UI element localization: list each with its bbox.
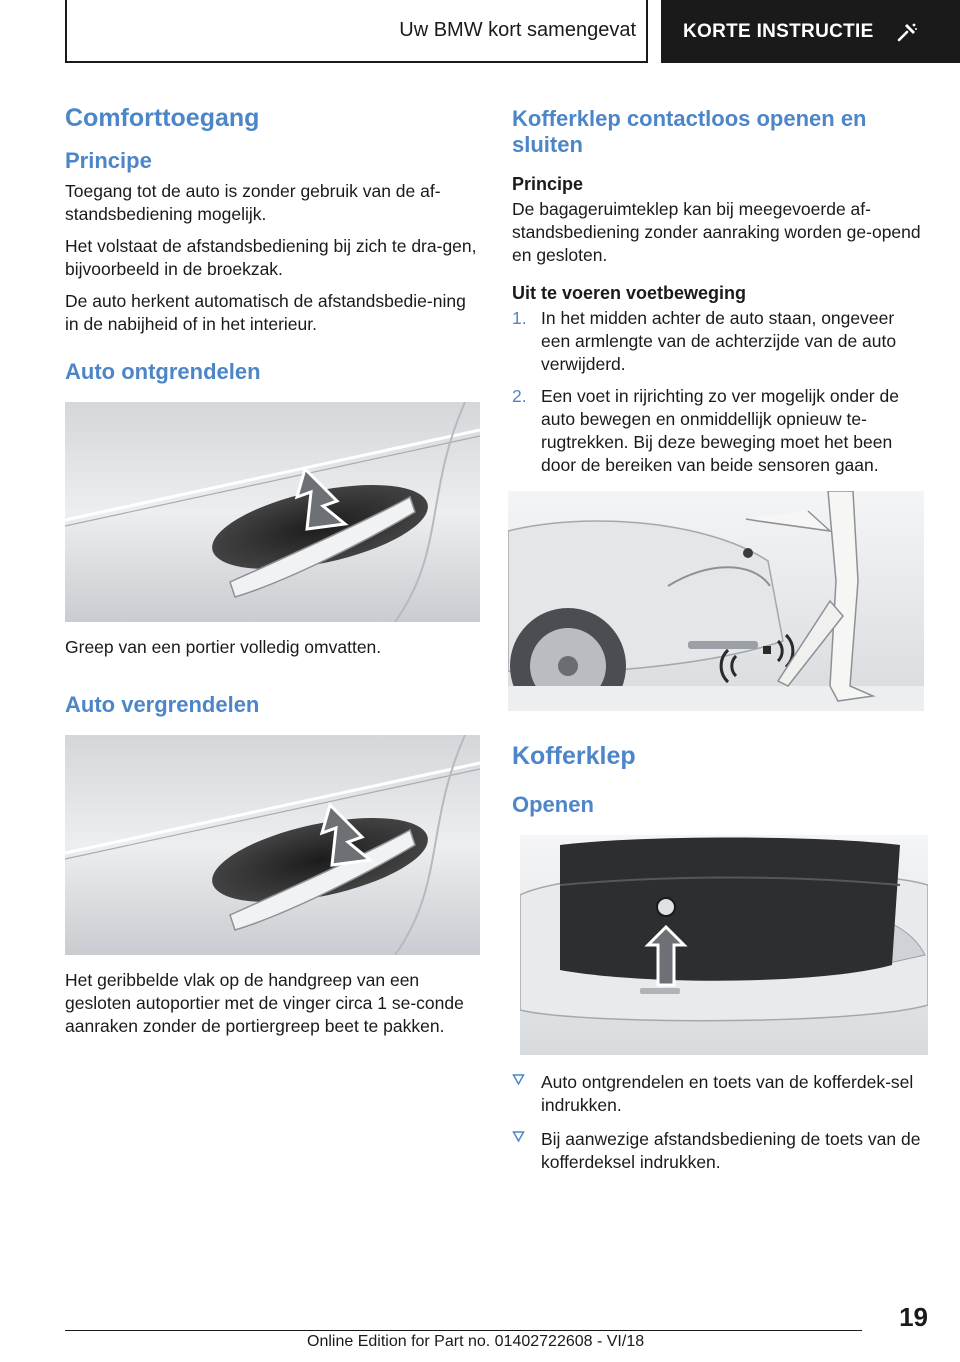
contactless-trunk-title: Kofferklep contactloos openen en sluiten	[512, 106, 867, 157]
lock-heading: Auto vergrendelen	[65, 692, 260, 717]
unlock-heading: Auto ontgrendelen	[65, 359, 261, 384]
open-heading: Openen	[512, 792, 594, 817]
triangle-bullet-icon	[512, 1073, 525, 1086]
step-number: 2.	[512, 386, 527, 406]
comfort-access-title: Comforttoegang	[65, 104, 260, 132]
unlock-caption: Greep van een portier volledig omvatten.	[65, 637, 382, 657]
bullet-item	[512, 1128, 928, 1174]
open-instructions	[512, 1071, 928, 1174]
principle-paragraph-3: De auto herkent automatisch de afstandsbedie-ning in de nabijheid of in het interieur.	[65, 291, 466, 334]
bullet-item	[512, 1071, 928, 1117]
foot-movement-steps	[512, 307, 928, 477]
trunk-lid-title: Kofferklep	[512, 742, 636, 770]
bullet-text: Auto ontgrendelen en toets van de kofferdek-sel indrukken.	[541, 1072, 914, 1115]
principle-paragraph-1: Toegang tot de auto is zonder gebruik van de af-standsbediening mogelijk.	[65, 181, 441, 224]
header-section-title: Uw BMW kort samengevat	[399, 19, 636, 41]
step-text: Een voet in rijrichting zo ver mogelijk onder de auto bewegen en onmiddellijk opnieuw te-rugtrekken. Bij deze beweging moet het been door de bereiken van beide sensoren gaan.	[541, 386, 899, 475]
step-item	[512, 307, 928, 376]
principle-heading: Principe	[65, 148, 152, 173]
door-handle-touch-figure	[65, 735, 480, 955]
foot-gesture-figure	[508, 491, 924, 711]
header-chapter-tab	[661, 0, 960, 63]
left-column	[65, 100, 480, 1038]
door-handle-grip-figure	[65, 402, 480, 622]
right-column	[512, 100, 928, 1174]
header-section-tab	[65, 0, 648, 63]
step-number: 1.	[512, 308, 527, 328]
footer-divider	[65, 1330, 862, 1331]
triangle-bullet-icon	[512, 1130, 525, 1143]
step-text: In het midden achter de auto staan, ongeveer een armlengte van de achterzijde van de auto verwijderd.	[541, 308, 897, 374]
lock-caption: Het geribbelde vlak op de handgreep van een gesloten autoportier met de vinger circa 1 se-conde aanraken zonder de portiergreep beet te pakken.	[65, 970, 464, 1036]
footer-edition: Online Edition for Part no. 01402722608 - VI/18	[307, 1333, 645, 1350]
quick-guide-icon	[896, 21, 918, 43]
foot-movement-heading: Uit te voeren voetbeweging	[512, 283, 747, 303]
page-number: 19	[899, 1302, 928, 1332]
header-chapter-title: KORTE INSTRUCTIE	[683, 20, 874, 42]
step-item	[512, 385, 928, 477]
right-principle-text: De bagageruimteklep kan bij meegevoerde af-standsbediening zonder aanraking worden ge-opend en gesloten.	[512, 199, 921, 265]
principle-paragraph-2: Het volstaat de afstandsbediening bij zich te dra-gen, bijvoorbeeld in de broekzak.	[65, 236, 477, 279]
right-principle-heading: Principe	[512, 174, 584, 194]
bullet-text: Bij aanwezige afstandsbediening de toets van de kofferdeksel indrukken.	[541, 1129, 921, 1172]
trunk-open-figure	[520, 835, 928, 1055]
